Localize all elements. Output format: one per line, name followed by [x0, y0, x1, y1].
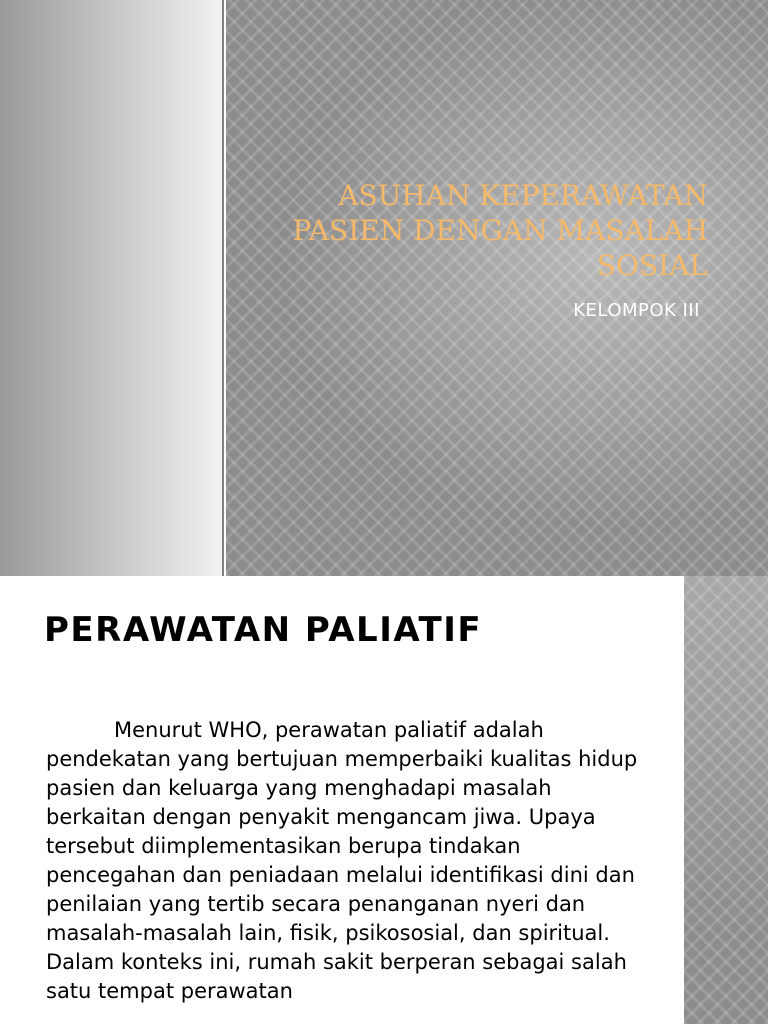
slide-subtitle: KELOMPOK III [573, 300, 700, 321]
slide-title-line-1: ASUHAN KEPERAWATAN [338, 179, 708, 212]
gradient-side-panel [0, 0, 224, 576]
slide-title-line-3: SOSIAL [596, 249, 708, 282]
slide-title-line-2: PASIEN DENGAN MASALAH [292, 214, 708, 247]
diamond-pattern-strip [684, 576, 768, 1024]
slide-heading: PERAWATAN PALIATIF [44, 610, 483, 650]
slide-title [268, 178, 708, 283]
content-slide [0, 576, 768, 1024]
diamond-pattern-background [226, 0, 768, 576]
body-paragraph: Menurut WHO, perawatan paliatif adalah pendekatan yang bertujuan memperbaiki kualitas hidup pasien dan keluarga yang menghadapi masalah berkaitan dengan penyakit mengancam jiwa. Upaya tersebut diimplementasikan berupa tindakan pencegahan dan peniadaan melalui identifikasi dini dan penilaian yang tertib secara penanganan nyeri dan masalah-masalah lain, fisik, psikososial, dan spiritual. Dalam konteks ini, rumah sakit berperan sebagai salah satu tempat perawatan [46, 718, 638, 1003]
